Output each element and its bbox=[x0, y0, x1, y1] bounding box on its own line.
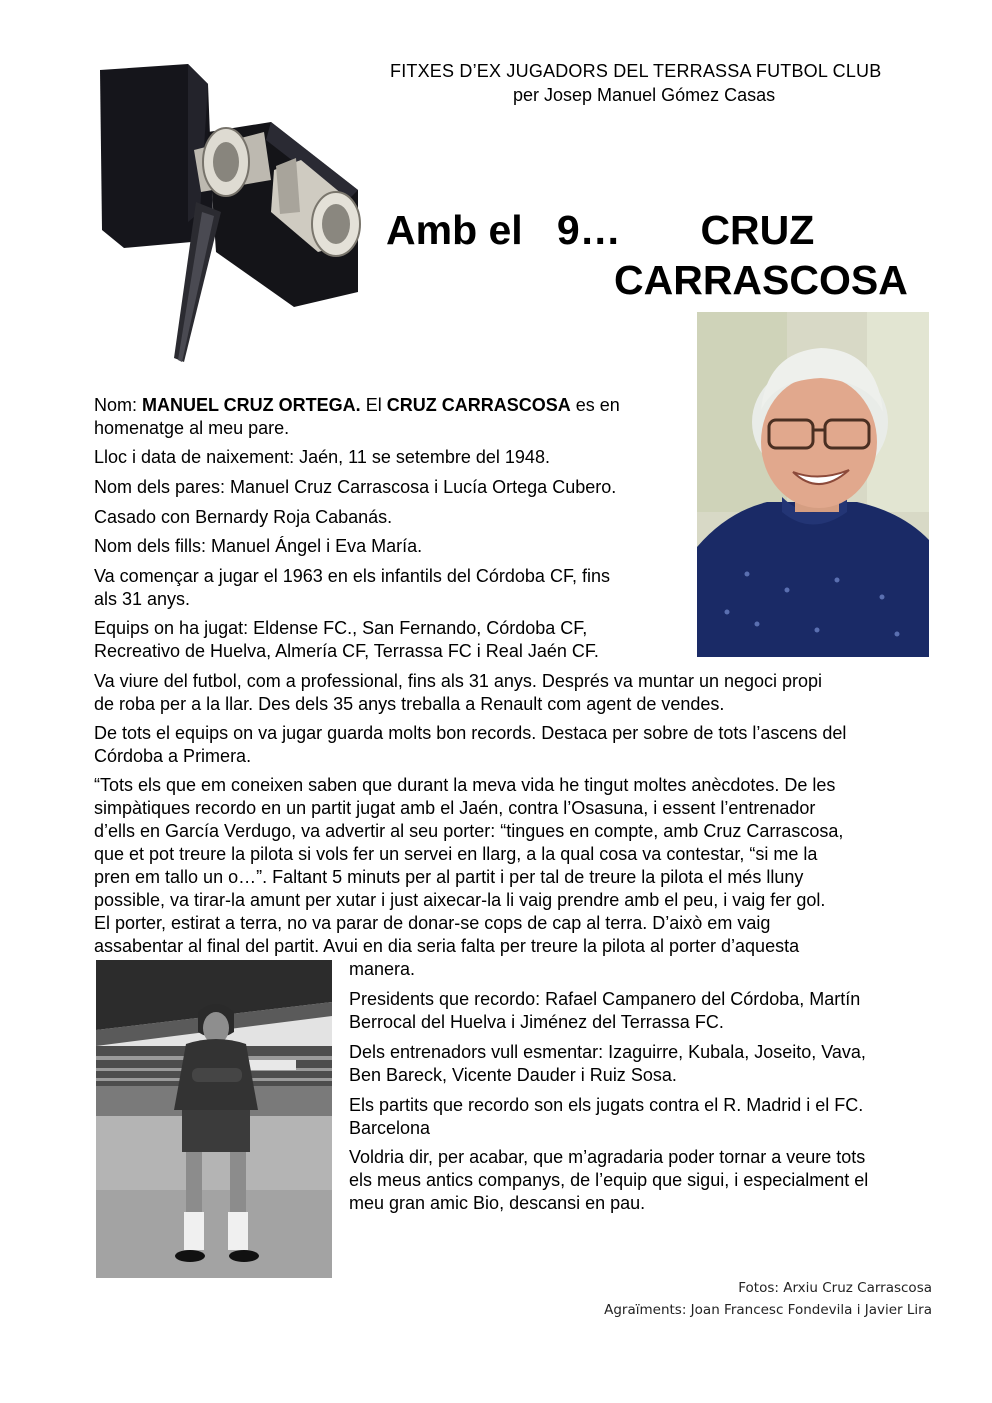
title-prefix: Amb el bbox=[386, 207, 523, 253]
author-line: per Josep Manuel Gómez Casas bbox=[513, 85, 776, 105]
bio-parents: Nom dels pares: Manuel Cruz Carrascosa i Lucía Ortega Cubero. bbox=[94, 477, 617, 497]
full-name: MANUEL CRUZ ORTEGA. bbox=[142, 395, 361, 415]
loudspeaker-image bbox=[96, 62, 366, 372]
nickname: CRUZ CARRASCOSA bbox=[386, 395, 571, 415]
story-career: Va viure del futbol, com a professional, fins als 31 anys. Després va muntar un negoci propi de roba per a la llar. Des dels 35 anys treballa a Renault com agent de vendes. bbox=[94, 671, 823, 714]
story-presidents: Presidents que recordo: Rafael Campanero del Córdoba, Martín Berrocal del Huelva i Jiménez del Terrassa FC. bbox=[349, 989, 861, 1032]
bio-birth: Lloc i data de naixement: Jaén, 11 se setembre del 1948. bbox=[94, 447, 550, 467]
bio-spouse: Casado con Bernardy Roja Cabanás. bbox=[94, 507, 393, 527]
story-matches: Els partits que recordo son els jugats contra el R. Madrid i el FC. Barcelona bbox=[349, 1095, 864, 1138]
story-memories: De tots el equips on va jugar guarda molts bon records. Destaca per sobre de tots l’ascens del Córdoba a Primera. bbox=[94, 723, 847, 766]
photo-credits: Fotos: Arxiu Cruz Carrascosa bbox=[738, 1280, 932, 1296]
story-coaches: Dels entrenadors vull esmentar: Izaguirre, Kubala, Joseito, Vava, Ben Bareck, Vicente Dauder i Ruiz Sosa. bbox=[349, 1042, 866, 1085]
story-closing: Voldria dir, per acabar, que m’agradaria poder tornar a veure tots els meus antics companys, de l’equip que sigui, i especialment el meu gran amic Bio, descansi en pau. bbox=[349, 1147, 869, 1213]
bio-children: Nom dels fills: Manuel Ángel i Eva María. bbox=[94, 536, 423, 556]
story-anecdote: “Tots els que em coneixen saben que durant la meva vida he tingut moltes anècdotes. De les simpàtiques recordo en un partit jugat amb el Jaén, contra l’Osasuna, i essent l’entrenador d’ells en García Verdugo, va advertir al seu porter: “tingues en compte, amb Cruz Carrascosa, que et pot treure la pilota si vols fer un servei en llarg, a la qual cosa va contestar, “si me la pren em tallo un o…”. Faltant 5 minuts per al partit i per tal de treure la pilota el més lluny possible, va tirar-la amunt per xutar i just aixecar-la li vaig prendre amb el peu, i vaig fer gol. El porter, estirat a terra, no va parar de donar-se cops de cap al terra. D’això em vaig assabentar al final del partit. Avui en dia seria falta per treure la pilota al porter d’aquesta bbox=[94, 775, 844, 956]
portrait-photo bbox=[697, 312, 929, 657]
series-title: FITXES D’EX JUGADORS DEL TERRASSA FUTBOL CLUB bbox=[390, 61, 882, 81]
bio-teams: Equips on ha jugat: Eldense FC., San Fernando, Córdoba CF, Recreativo de Huelva, Almería CF, Terrassa FC i Real Jaén CF. bbox=[94, 618, 599, 661]
story-anecdote-end: manera. bbox=[349, 959, 416, 979]
bio-name: Nom: MANUEL CRUZ ORTEGA. El CRUZ CARRASCOSA es en homenatge al meu pare. bbox=[94, 395, 620, 438]
acknowledgements: Agraïments: Joan Francesc Fondevila i Javier Lira bbox=[604, 1302, 932, 1318]
bio-start: Va començar a jugar el 1963 en els infantils del Córdoba CF, fins als 31 anys. bbox=[94, 566, 610, 609]
title-name-second: CARRASCOSA bbox=[614, 257, 908, 303]
title-name-first: CRUZ bbox=[700, 207, 815, 253]
title-number: 9… bbox=[556, 207, 621, 253]
player-photo bbox=[96, 960, 332, 1278]
page-title-line1 bbox=[386, 207, 814, 254]
